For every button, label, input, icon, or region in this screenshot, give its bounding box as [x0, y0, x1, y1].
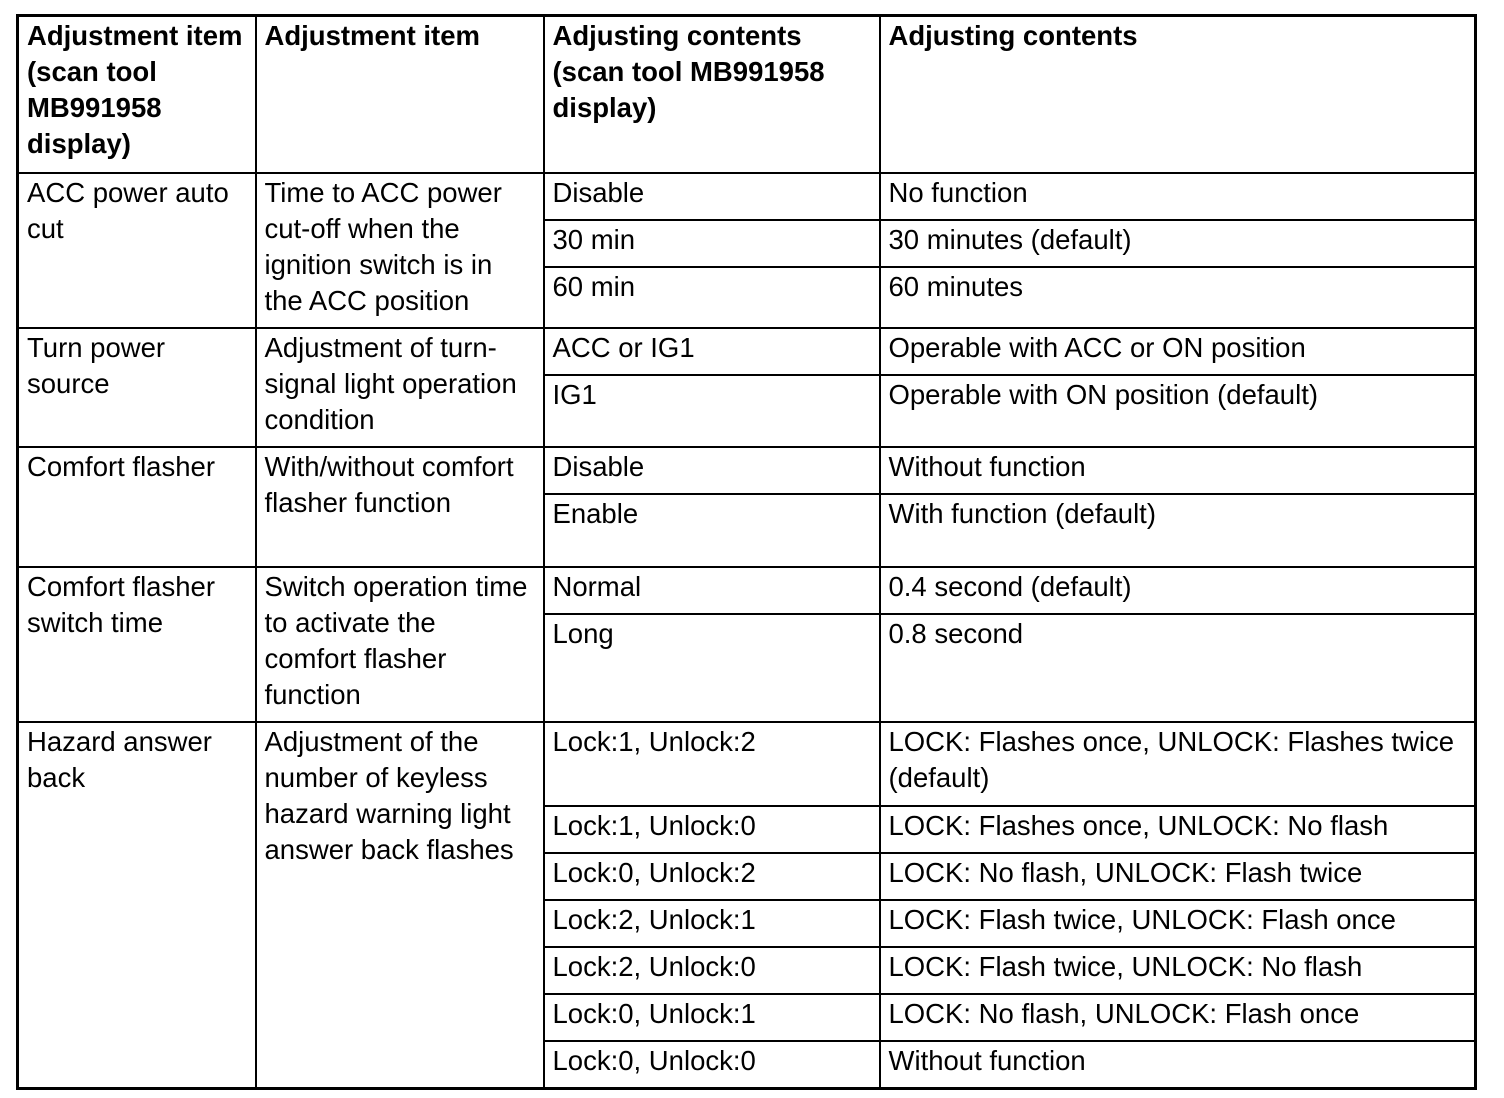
- adjustment-table: [16, 14, 1477, 1090]
- display-cell: Lock:0, Unlock:2: [544, 853, 880, 900]
- contents-cell: LOCK: No flash, UNLOCK: Flash twice: [880, 853, 1476, 900]
- item-cell: With/without comfort flasher function: [256, 447, 544, 567]
- display-cell: Disable: [544, 173, 880, 220]
- contents-cell: LOCK: Flash twice, UNLOCK: Flash once: [880, 900, 1476, 947]
- item-display-cell: Hazard answer back: [18, 722, 256, 1089]
- table-row: [18, 722, 1476, 806]
- header-adjustment-item-display: Adjustment item (scan tool MB991958 display): [18, 16, 256, 173]
- display-cell: 30 min: [544, 220, 880, 267]
- display-cell: Lock:2, Unlock:0: [544, 947, 880, 994]
- contents-cell: 60 minutes: [880, 267, 1476, 328]
- item-cell: Adjustment of the number of keyless hazard warning light answer back flashes: [256, 722, 544, 1089]
- item-display-cell: Comfort flasher switch time: [18, 567, 256, 722]
- header-row: [18, 16, 1476, 173]
- item-cell: Time to ACC power cut-off when the ignition switch is in the ACC position: [256, 173, 544, 328]
- display-cell: Disable: [544, 447, 880, 494]
- contents-cell: LOCK: No flash, UNLOCK: Flash once: [880, 994, 1476, 1041]
- display-cell: 60 min: [544, 267, 880, 328]
- contents-cell: LOCK: Flash twice, UNLOCK: No flash: [880, 947, 1476, 994]
- header-adjustment-item: Adjustment item: [256, 16, 544, 173]
- display-cell: Lock:2, Unlock:1: [544, 900, 880, 947]
- contents-cell: Without function: [880, 447, 1476, 494]
- table-row: [18, 328, 1476, 375]
- header-adjusting-contents: Adjusting contents: [880, 16, 1476, 173]
- item-display-cell: ACC power auto cut: [18, 173, 256, 328]
- header-adjusting-contents-display: Adjusting contents (scan tool MB991958 display): [544, 16, 880, 173]
- display-cell: ACC or IG1: [544, 328, 880, 375]
- item-display-cell: Turn power source: [18, 328, 256, 447]
- table-row: [18, 173, 1476, 220]
- contents-cell: 30 minutes (default): [880, 220, 1476, 267]
- display-cell: Normal: [544, 567, 880, 614]
- contents-cell: No function: [880, 173, 1476, 220]
- display-cell: Long: [544, 614, 880, 722]
- contents-cell: 0.8 second: [880, 614, 1476, 722]
- display-cell: Lock:1, Unlock:0: [544, 806, 880, 853]
- contents-cell: Operable with ACC or ON position: [880, 328, 1476, 375]
- item-cell: Adjustment of turn-signal light operation condition: [256, 328, 544, 447]
- display-cell: Lock:0, Unlock:1: [544, 994, 880, 1041]
- contents-cell: With function (default): [880, 494, 1476, 567]
- contents-cell: Without function: [880, 1041, 1476, 1089]
- contents-cell: LOCK: Flashes once, UNLOCK: Flashes twice (default): [880, 722, 1476, 806]
- contents-cell: LOCK: Flashes once, UNLOCK: No flash: [880, 806, 1476, 853]
- table-row: [18, 447, 1476, 494]
- display-cell: Enable: [544, 494, 880, 567]
- table-row: [18, 567, 1476, 614]
- contents-cell: 0.4 second (default): [880, 567, 1476, 614]
- contents-cell: Operable with ON position (default): [880, 375, 1476, 447]
- item-cell: Switch operation time to activate the comfort flasher function: [256, 567, 544, 722]
- display-cell: Lock:1, Unlock:2: [544, 722, 880, 806]
- display-cell: IG1: [544, 375, 880, 447]
- display-cell: Lock:0, Unlock:0: [544, 1041, 880, 1089]
- item-display-cell: Comfort flasher: [18, 447, 256, 567]
